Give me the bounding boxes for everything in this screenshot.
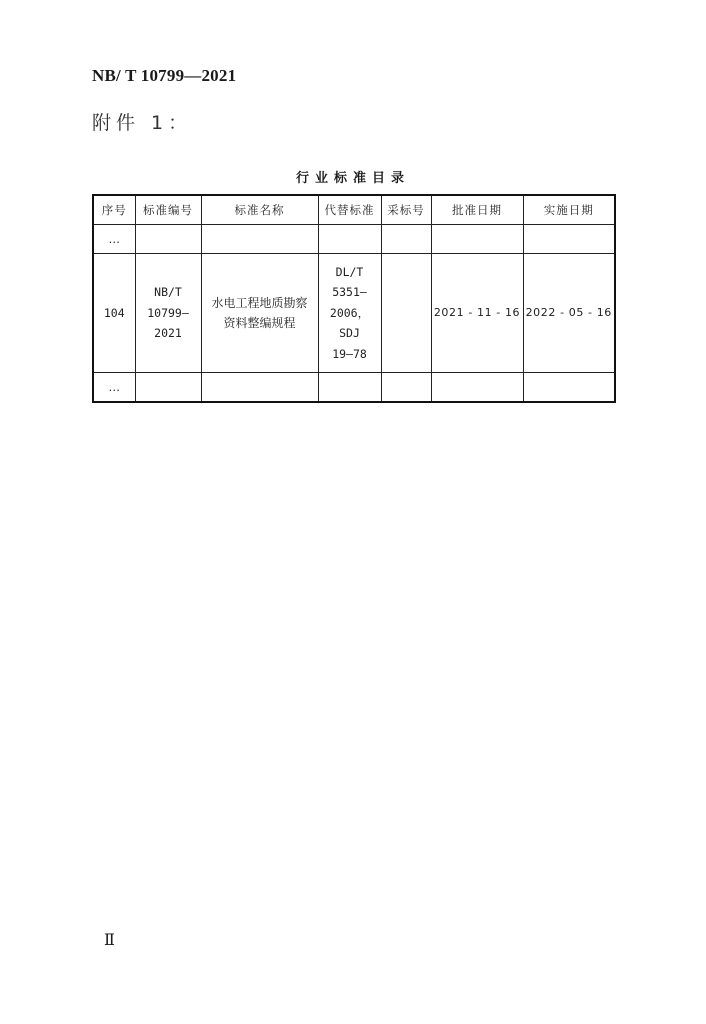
column-header-adopted: 采标号 [381, 195, 431, 225]
standards-table [92, 194, 616, 403]
std-name-line: 资料整编规程 [223, 316, 296, 330]
adopted-std-cell [381, 254, 431, 373]
replaced-std-cell [318, 254, 381, 373]
empty-cell [523, 373, 615, 403]
replaced-std-line: 2006， [329, 305, 370, 320]
column-header-std-name: 标准名称 [201, 195, 318, 225]
table-row [93, 225, 615, 254]
std-no-line: NB/T [154, 285, 182, 300]
table-row [93, 254, 615, 373]
std-name-cell [201, 254, 318, 373]
empty-cell [135, 373, 201, 403]
empty-cell [201, 373, 318, 403]
approval-date-cell: 2021 - 11 - 16 [431, 254, 523, 373]
ellipsis-cell: … [93, 373, 135, 403]
effective-date-cell: 2022 - 05 - 16 [523, 254, 615, 373]
std-no-cell [135, 254, 201, 373]
replaced-std-line: DL/T [335, 264, 364, 279]
column-header-effective-date: 实施日期 [523, 195, 615, 225]
empty-cell [381, 373, 431, 403]
column-header-replaced: 代替标准 [318, 195, 381, 225]
std-no-line: 10799— [147, 305, 189, 320]
column-header-std-no: 标准编号 [135, 195, 201, 225]
std-name-line: 水电工程地质勘察 [211, 295, 308, 310]
column-header-seq: 序号 [93, 195, 135, 225]
replaced-std-line: 5351— [332, 285, 367, 300]
std-no-line: 2021 [154, 326, 182, 341]
empty-cell [318, 373, 381, 403]
document-code: NB/ T 10799—2021 [92, 66, 237, 85]
table-row [93, 373, 615, 403]
table-title: 行业标准目录 [295, 171, 410, 186]
seq-cell: 104 [93, 254, 135, 373]
empty-cell [381, 225, 431, 254]
empty-cell [431, 373, 523, 403]
empty-cell [135, 225, 201, 254]
empty-cell [318, 225, 381, 254]
ellipsis-cell: … [93, 225, 135, 254]
column-header-approval-date: 批准日期 [431, 195, 523, 225]
replaced-std-line: SDJ [339, 326, 360, 341]
empty-cell [523, 225, 615, 254]
page-number: Ⅱ [104, 932, 115, 949]
attachment-label: 附件 1： [92, 112, 193, 134]
empty-cell [431, 225, 523, 254]
table-header-row [93, 195, 615, 225]
replaced-std-line: 19—78 [332, 346, 367, 361]
empty-cell [201, 225, 318, 254]
